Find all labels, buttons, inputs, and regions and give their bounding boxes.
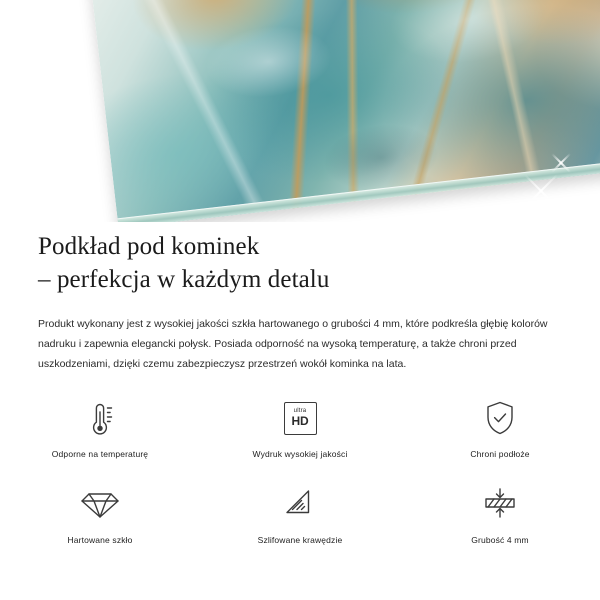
thickness-icon [479, 481, 521, 527]
page-title-line-1: Podkład pod kominek [38, 233, 260, 260]
shield-check-icon [479, 395, 521, 441]
feature-label: Odporne na temperaturę [51, 449, 149, 459]
feature-label: Chroni podłoże [470, 449, 530, 459]
diamond-icon [78, 481, 122, 527]
feature-item-surface-protection [400, 395, 600, 477]
feature-label: Wydruk wysokiej jakości [252, 449, 348, 459]
thermometer-icon [80, 395, 120, 441]
polished-edge-icon [280, 481, 320, 527]
page-title [0, 222, 600, 296]
feature-item-print-quality [200, 395, 400, 477]
feature-label: Hartowane szkło [67, 535, 133, 545]
feature-label: Grubość 4 mm [471, 535, 529, 545]
feature-item-polished-edges [200, 481, 400, 563]
hero-image [0, 0, 600, 222]
ultra-hd-badge-main: HD [291, 414, 309, 428]
smoke-overlay [88, 0, 600, 222]
feature-grid [0, 395, 600, 563]
ultra-hd-badge-top: ultra [293, 408, 307, 414]
feature-label: Szlifowane krawędzie [257, 535, 343, 545]
ultra-hd-icon [284, 395, 317, 441]
feature-item-temperature [0, 395, 200, 477]
feature-item-tempered-glass [0, 481, 200, 563]
description-paragraph: Produkt wykonany jest z wysokiej jakości szkła hartowanego o grubości 4 mm, które podkreśla głębię kolorów nadruku i zapewnia elegancki połysk. Posiada odporność na wysoką temperaturę, a także chroni przed uszkodzeniami, dzięki czemu zabezpieczysz przestrzeń wokół kominka na lata. [38, 318, 548, 370]
text-block [0, 222, 600, 374]
glass-panel-product-image [88, 0, 600, 222]
page-title-line-2: – perfekcja w każdym detalu [38, 266, 330, 293]
feature-item-thickness [400, 481, 600, 563]
